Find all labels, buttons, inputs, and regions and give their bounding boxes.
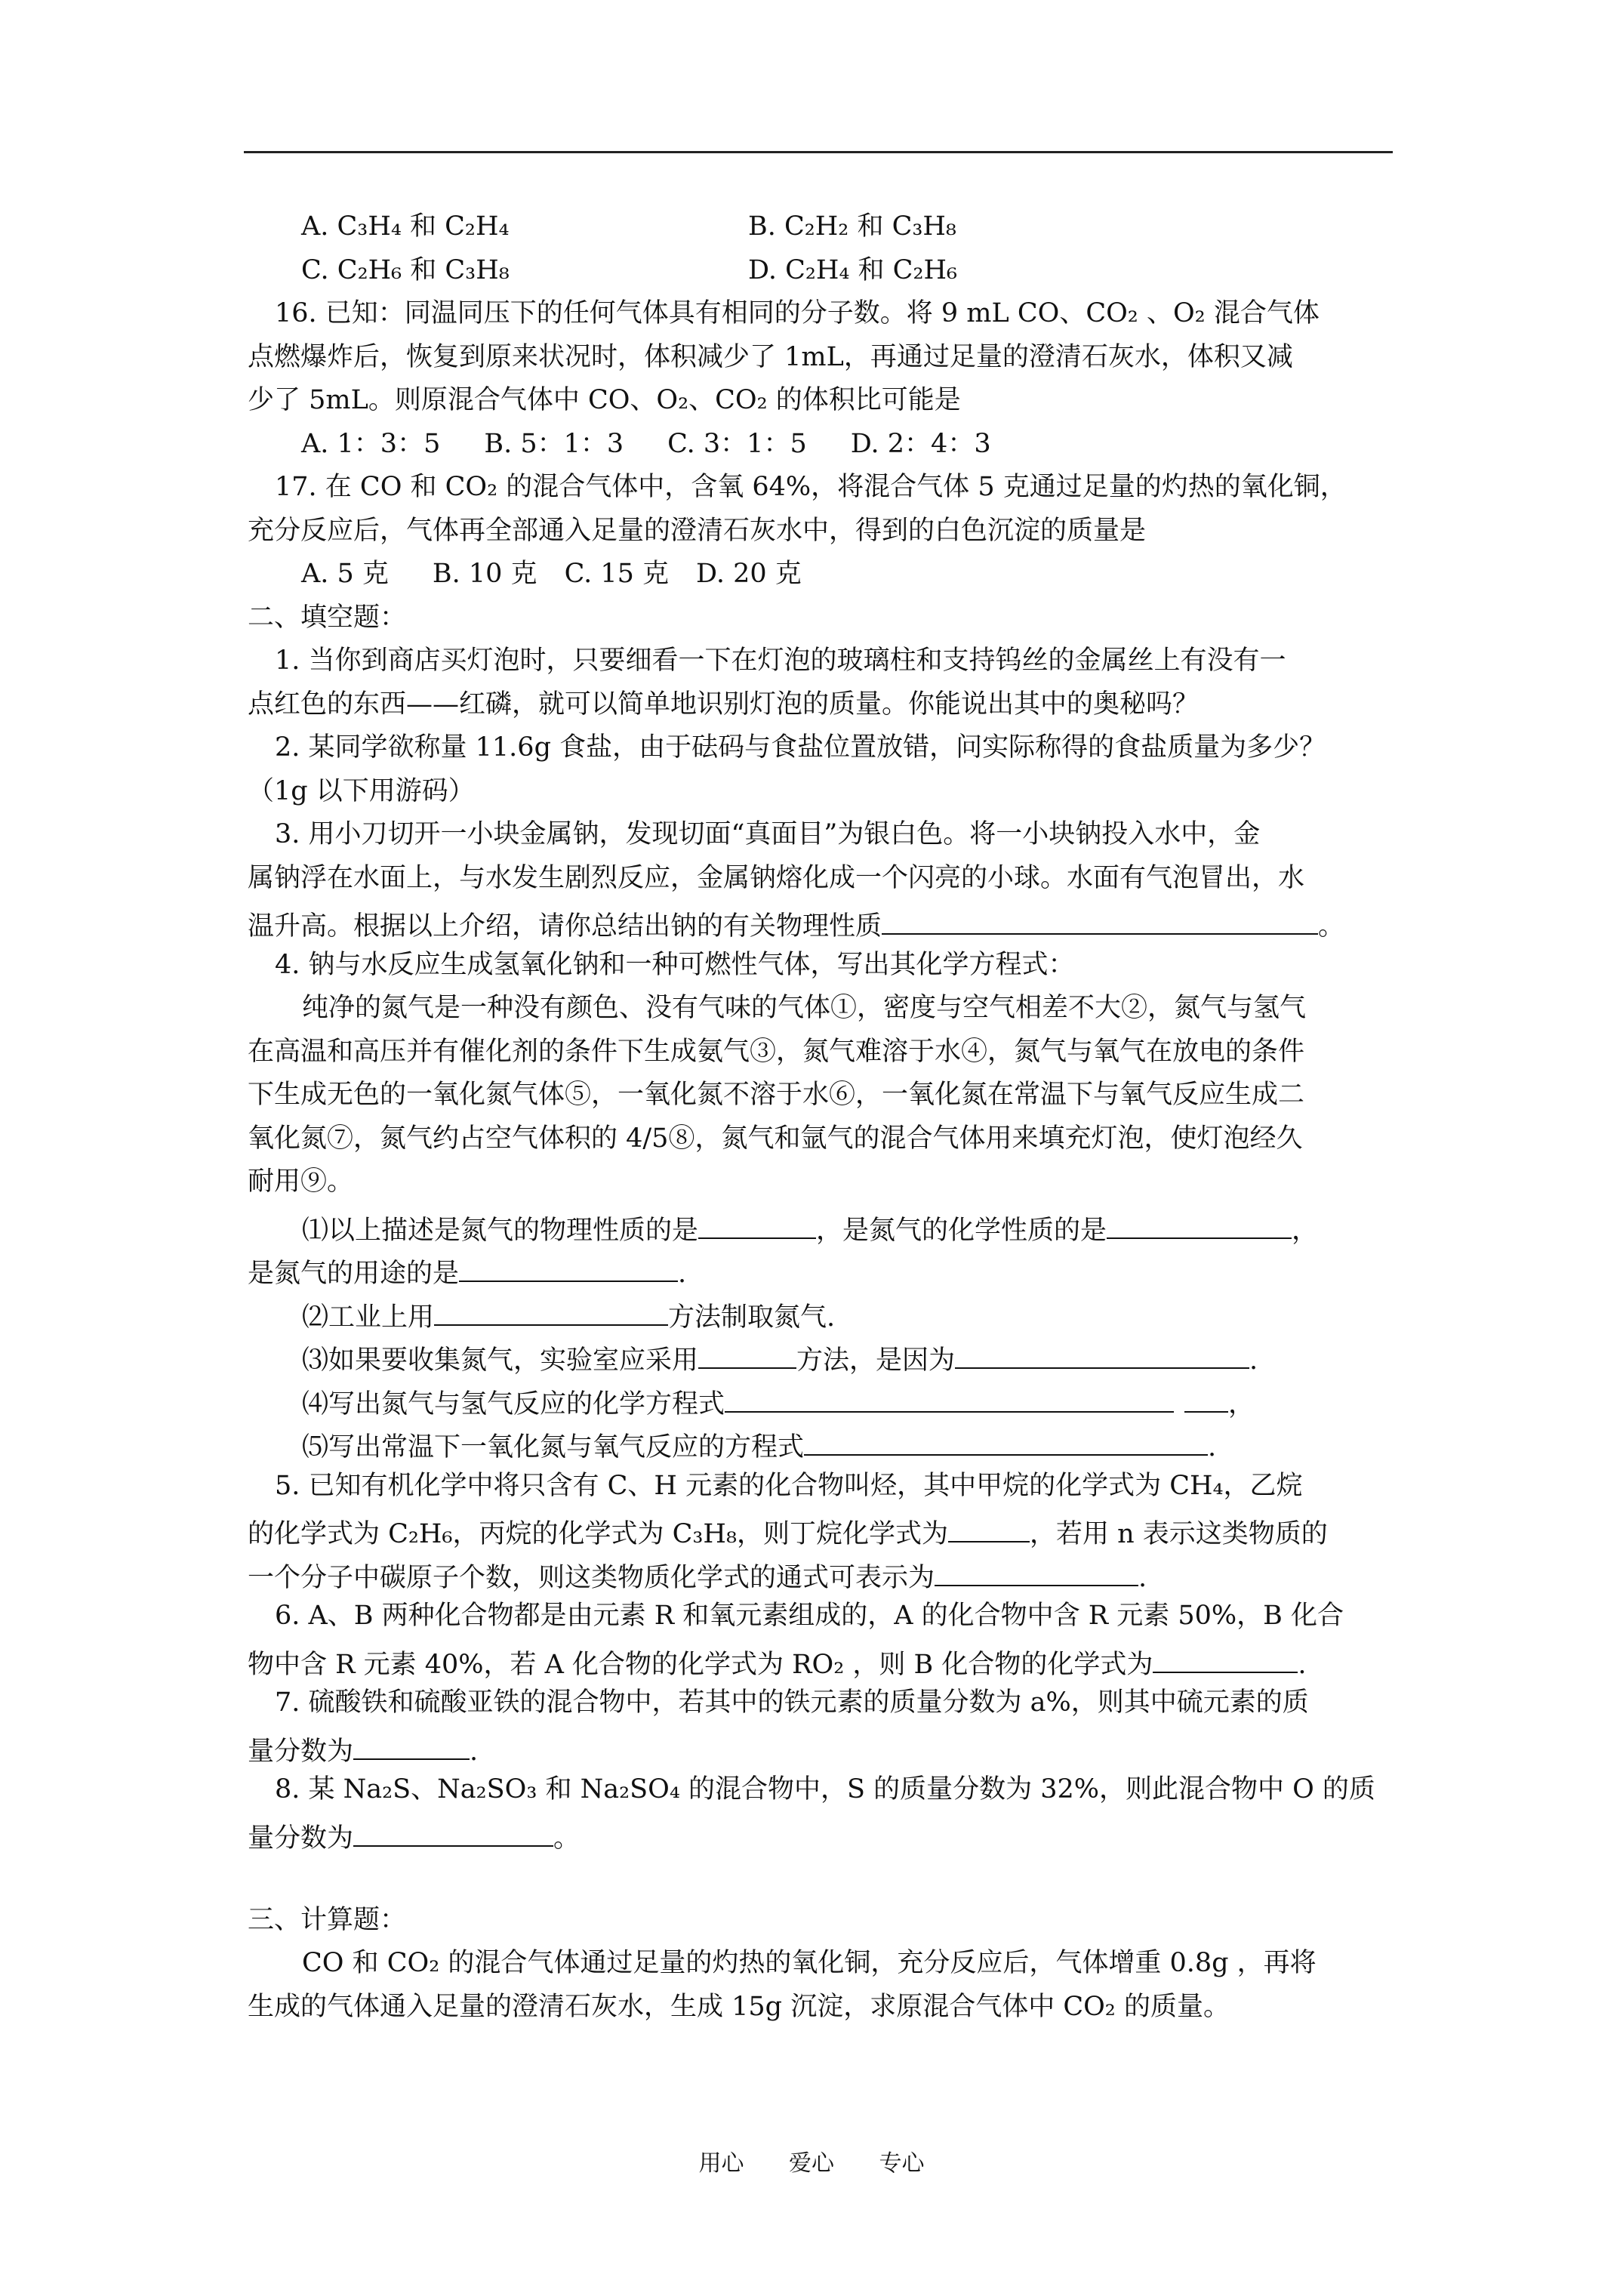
question-text: ，若用 n 表示这类物质的 — [1029, 1519, 1328, 1549]
q17-options — [248, 553, 1391, 596]
s3-question-text: 生成的气体通入足量的澄清石灰水，生成 15g 沉淀，求原混合气体中 CO₂ 的质量。 — [248, 1991, 1230, 2022]
answer-blank[interactable] — [1153, 1638, 1298, 1673]
punctuation: . — [1298, 1649, 1307, 1680]
answer-blank[interactable] — [1107, 1204, 1292, 1239]
q16-options — [248, 423, 1391, 467]
punctuation: ， — [1228, 1388, 1255, 1419]
sub-question-2 — [248, 1291, 1391, 1335]
nitrogen-passage: 在高温和高压并有催化剂的条件下生成氨气③，氮气难溶于水④，氮气与氧气在放电的条件 — [248, 1036, 1305, 1067]
s2-q5-text — [248, 1508, 1391, 1552]
punctuation: . — [678, 1259, 687, 1289]
sub-question-text: 是氮气的用途的是 — [248, 1259, 460, 1289]
s2-q2-text: （1g 以下用游码） — [248, 775, 475, 806]
punctuation: . — [1208, 1432, 1217, 1462]
sub-question-text: ，是氮气的化学性质的是 — [816, 1215, 1107, 1246]
answer-blank[interactable] — [353, 1725, 470, 1760]
option-c: C. C₂H₆ 和 C₃H₈ — [301, 254, 510, 285]
footer-text: 专心 — [879, 2150, 925, 2177]
header-rule — [244, 151, 1393, 153]
sub-question-text: ⑶如果要收集氮气，实验室应采用 — [302, 1345, 699, 1376]
punctuation: 。 — [553, 1823, 581, 1854]
footer-text: 用心 — [698, 2150, 744, 2177]
sub-question-text: ⑷写出氮气与氢气反应的化学方程式 — [302, 1388, 725, 1419]
sub-question-text: 方法，是因为 — [796, 1345, 956, 1376]
nitrogen-passage: 下生成无色的一氧化氮气体⑤，一氧化氮不溶于水⑥，一氧化氮在常温下与氧气反应生成二 — [248, 1080, 1305, 1110]
answer-blank[interactable] — [948, 1508, 1030, 1542]
nitrogen-passage: 耐用⑨。 — [248, 1166, 354, 1197]
s2-q3-text: 3. 用小刀切开一小块金属钠，发现切面“真面目”为银白色。将一小块钠投入水中，金 — [275, 819, 1261, 849]
option-b: B. 5：1：3 — [484, 428, 624, 459]
s2-q8-text: 8. 某 Na₂S、Na₂SO₃ 和 Na₂SO₄ 的混合物中，S 的质量分数为 32%，则此混合物中 O 的质 — [275, 1774, 1375, 1804]
answer-blank[interactable] — [434, 1291, 668, 1326]
page-footer — [0, 2144, 1623, 2177]
option-a: A. 5 克 — [301, 559, 389, 589]
s2-q1-text: 点红色的东西——红磷，就可以简单地识别灯泡的质量。你能说出其中的奥秘吗？ — [248, 689, 1200, 720]
option-c: C. 15 克 — [564, 559, 670, 589]
q16-text: 少了 5mL。则原混合气体中 CO、O₂、CO₂ 的体积比可能是 — [248, 385, 961, 415]
option-a: A. 1：3：5 — [301, 428, 441, 459]
sub-question-5 — [248, 1421, 1391, 1465]
option-c: C. 3：1：5 — [667, 428, 807, 459]
s2-q7-text — [248, 1725, 1391, 1769]
option-d: D. C₂H₄ 和 C₂H₆ — [748, 254, 958, 285]
s2-q6-text: 6. A、B 两种化合物都是由元素 R 和氧元素组成的，A 的化合物中含 R 元素 50%，B 化合 — [275, 1601, 1344, 1631]
q16-text: 16. 已知：同温同压下的任何气体具有相同的分子数。将 9 mL CO、CO₂ 、O₂ 混合气体 — [275, 298, 1320, 328]
question-text: 量分数为 — [248, 1823, 354, 1854]
punctuation: . — [470, 1736, 479, 1767]
option-b: B. C₂H₂ 和 C₃H₈ — [748, 211, 956, 242]
q16-text: 点燃爆炸后，恢复到原来状况时，体积减少了 1mL，再通过足量的澄清石灰水，体积又减 — [248, 341, 1293, 372]
sub-question-1 — [248, 1204, 1391, 1248]
s2-q3-text — [248, 900, 1391, 944]
answer-blank[interactable] — [459, 1247, 678, 1282]
s2-q6-text — [248, 1638, 1391, 1682]
answer-blank[interactable] — [1184, 1378, 1228, 1413]
option-d: D. 20 克 — [696, 559, 802, 589]
s2-q7-text: 7. 硫酸铁和硫酸亚铁的混合物中，若其中的铁元素的质量分数为 a%，则其中硫元素的质 — [275, 1687, 1309, 1718]
answer-blank[interactable] — [955, 1334, 1249, 1369]
punctuation: 。 — [1318, 911, 1345, 942]
sub-question-text: 方法制取氮气. — [668, 1302, 836, 1333]
s2-q4-text: 4. 钠与水反应生成氢氧化钠和一种可燃性气体，写出其化学方程式： — [275, 949, 1075, 980]
question-text: 的化学式为 C₂H₆，丙烷的化学式为 C₃H₈，则丁烷化学式为 — [248, 1519, 948, 1549]
question-text: 物中含 R 元素 40%，若 A 化合物的化学式为 RO₂ ，则 B 化合物的化学式为 — [248, 1649, 1153, 1680]
answer-blank[interactable] — [935, 1552, 1138, 1586]
section-heading-fill-in: 二、填空题： — [248, 602, 407, 633]
s2-q2-text: 2. 某同学欲称量 11.6g 食盐，由于砝码与食盐位置放错，问实际称得的食盐质量为多少？ — [275, 732, 1326, 763]
punctuation: . — [1249, 1345, 1258, 1376]
q15-options-row2 — [248, 249, 1391, 293]
answer-blank[interactable] — [725, 1378, 1174, 1413]
sub-question-text: ⑵工业上用 — [302, 1302, 435, 1333]
q15-options-row1 — [248, 205, 1391, 249]
section-heading-calculation: 三、计算题： — [248, 1904, 407, 1935]
nitrogen-passage: 氧化氮⑦，氮气约占空气体积的 4/5⑧，氮气和氩气的混合气体用来填充灯泡，使灯泡经久 — [248, 1123, 1303, 1154]
sub-question-4 — [248, 1378, 1391, 1422]
footer-text: 爱心 — [789, 2150, 834, 2177]
answer-blank[interactable] — [804, 1421, 1208, 1456]
answer-blank[interactable] — [353, 1812, 553, 1847]
s2-q5-text — [248, 1552, 1391, 1595]
sub-question-text: ⑸写出常温下一氧化氮与氧气反应的方程式 — [302, 1432, 805, 1462]
q17-text: 充分反应后，气体再全部通入足量的澄清石灰水中，得到的白色沉淀的质量是 — [248, 515, 1147, 546]
s2-q1-text: 1. 当你到商店买灯泡时，只要细看一下在灯泡的玻璃柱和支持钨丝的金属丝上有没有一 — [275, 646, 1286, 676]
sub-question-1-cont — [248, 1247, 1391, 1291]
answer-blank[interactable] — [882, 900, 1318, 935]
question-text: 量分数为 — [248, 1736, 354, 1767]
q17-text: 17. 在 CO 和 CO₂ 的混合气体中，含氧 64%，将混合气体 5 克通过足量的灼热的氧化铜， — [275, 472, 1347, 502]
nitrogen-passage: 纯净的氮气是一种没有颜色、没有气味的气体①，密度与空气相差不大②，氮气与氢气 — [302, 993, 1307, 1023]
punctuation: . — [1138, 1562, 1147, 1593]
s2-q3-prompt: 温升高。根据以上介绍，请你总结出钠的有关物理性质 — [248, 911, 882, 942]
document-body — [248, 205, 1391, 2029]
question-text: 一个分子中碳原子个数，则这类物质化学式的通式可表示为 — [248, 1562, 935, 1593]
s2-q3-text: 属钠浮在水面上，与水发生剧烈反应，金属钠熔化成一个闪亮的小球。水面有气泡冒出，水 — [248, 862, 1305, 893]
answer-blank[interactable] — [698, 1204, 816, 1239]
s3-question-text: CO 和 CO₂ 的混合气体通过足量的灼热的氧化铜，充分反应后，气体增重 0.8g ，再将 — [302, 1948, 1317, 1978]
sub-question-3 — [248, 1334, 1391, 1378]
option-b: B. 10 克 — [432, 559, 537, 589]
option-a: A. C₃H₄ 和 C₂H₄ — [301, 211, 510, 242]
answer-blank[interactable] — [698, 1334, 796, 1369]
s2-q5-text: 5. 已知有机化学中将只含有 C、H 元素的化合物叫烃，其中甲烷的化学式为 CH₄，乙烷 — [275, 1470, 1303, 1501]
punctuation: ， — [1292, 1215, 1319, 1246]
sub-question-text: ⑴以上描述是氮气的物理性质的是 — [302, 1215, 699, 1246]
option-d: D. 2：4：3 — [850, 428, 991, 459]
s2-q8-text — [248, 1812, 1391, 1856]
